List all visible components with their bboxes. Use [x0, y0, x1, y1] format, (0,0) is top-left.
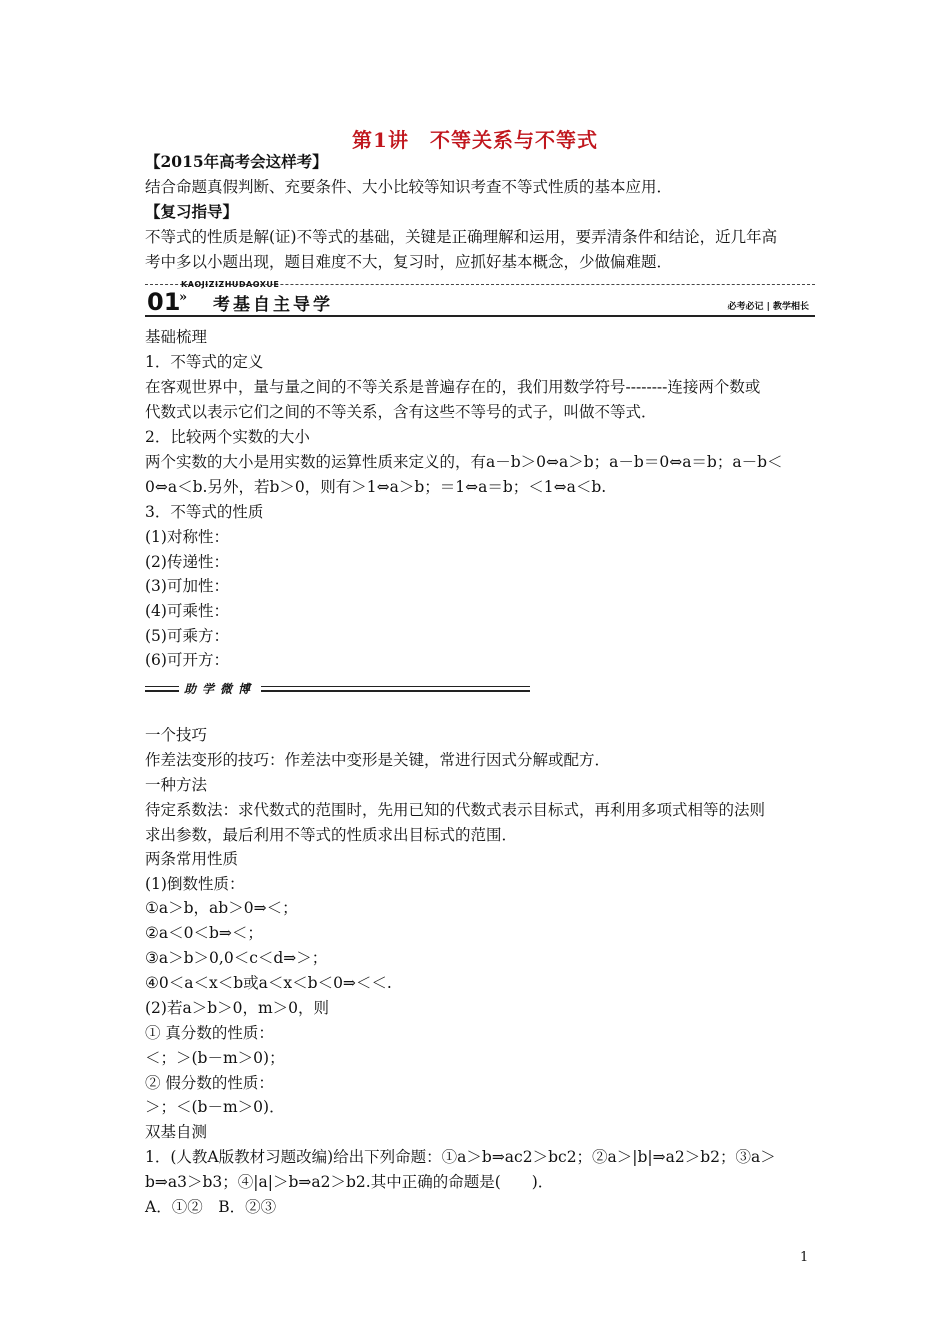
- item-text: 代数式以表示它们之间的不等关系，含有这些不等号的式子，叫做不等式．: [145, 403, 657, 421]
- property-line: (2)传递性：: [145, 553, 229, 571]
- tips-text: (1)倒数性质：: [145, 875, 245, 893]
- property-line: (5)可乘方：: [145, 627, 229, 645]
- guide-tag: 【复习指导】: [145, 202, 239, 221]
- basics-heading: 基础梳理: [145, 328, 208, 346]
- tips-text: ②a＜0＜b⇒＜；: [145, 924, 263, 942]
- guide-line: 不等式的性质是解(证)不等式的基础，关键是正确理解和运用，要弄清条件和结论，近几年高: [145, 228, 778, 246]
- exam-text: 结合命题真假判断、充要条件、大小比较等知识考查不等式性质的基本应用．: [145, 178, 673, 196]
- question-options: A．①② B．②③: [145, 1198, 277, 1216]
- item-text: 0⇔a＜b.另外，若b＞0，则有＞1⇔a＞b；＝1⇔a＝b；＜1⇔a＜b.: [145, 478, 607, 496]
- banner-title: 考基自主导学: [213, 295, 333, 315]
- guide-line: 考中多以小题出现，题目难度不大，复习时，应抓好基本概念，少做偏难题．: [145, 253, 673, 271]
- item-title: 2．比较两个实数的大小: [145, 428, 310, 446]
- item-title: 1．不等式的定义: [145, 353, 264, 371]
- tips-text: ③a＞b＞0,0＜c＜d⇒＞；: [145, 949, 328, 967]
- banner-pinyin: KAOJIZIZHUDAOXUE: [181, 280, 280, 289]
- banner-right-label: 必考必记 | 教学相长: [727, 302, 809, 312]
- question-text: 1．(人教A版教材习题改编)给出下列命题：①a＞b⇒ac2＞bc2；②a＞|b|⇒a2＞b2；③a＞: [145, 1148, 776, 1166]
- divider-label: 助学微博: [179, 680, 261, 697]
- tips-text: 作差法变形的技巧：作差法中变形是关键，常进行因式分解或配方．: [145, 751, 611, 769]
- chevron-right-icon: »: [179, 290, 188, 305]
- tips-text: ① 真分数的性质：: [145, 1024, 274, 1042]
- exam-tag: 【2015年高考会这样考】: [145, 152, 328, 171]
- section-banner: [145, 280, 815, 318]
- item-title: 3．不等式的性质: [145, 503, 264, 521]
- property-line: (1)对称性：: [145, 528, 229, 546]
- tips-text: ①a＞b，ab＞0⇒＜；: [145, 899, 298, 917]
- banner-solid-rule: [145, 315, 815, 317]
- tips-heading: 一个技巧: [145, 726, 208, 744]
- tips-text: 待定系数法：求代数式的范围时，先用已知的代数式表示目标式，再利用多项式相等的法则: [145, 801, 766, 819]
- tips-text: 求出参数，最后利用不等式的性质求出目标式的范围．: [145, 826, 518, 844]
- self-test-heading: 双基自测: [145, 1123, 208, 1141]
- tips-text: ④0＜a＜x＜b或a＜x＜b＜0⇒＜＜.: [145, 974, 392, 992]
- property-line: (6)可开方：: [145, 651, 229, 669]
- page-number: 1: [800, 1250, 809, 1265]
- property-line: (3)可加性：: [145, 577, 229, 595]
- question-text: b⇒a3＞b3；④|a|＞b⇒a2＞b2.其中正确的命题是( )．: [145, 1173, 554, 1191]
- tips-heading: 一种方法: [145, 776, 208, 794]
- item-text: 两个实数的大小是用实数的运算性质来定义的，有a－b＞0⇔a＞b；a－b＝0⇔a＝b；a－b＜: [145, 453, 783, 471]
- study-tips-divider: [145, 680, 530, 698]
- tips-text: (2)若a＞b＞0，m＞0，则: [145, 999, 330, 1017]
- lesson-title: 第1讲 不等关系与不等式: [352, 128, 598, 152]
- property-line: (4)可乘性：: [145, 602, 229, 620]
- tips-text: ② 假分数的性质：: [145, 1074, 274, 1092]
- tips-text: ＜；＞(b－m＞0)；: [145, 1049, 285, 1067]
- tips-text: ＞；＜(b－m＞0)．: [145, 1098, 285, 1116]
- tips-heading: 两条常用性质: [145, 850, 239, 868]
- banner-number: 01: [147, 288, 181, 316]
- item-text: 在客观世界中，量与量之间的不等关系是普遍存在的，我们用数学符号--------连接两个数或: [145, 378, 761, 396]
